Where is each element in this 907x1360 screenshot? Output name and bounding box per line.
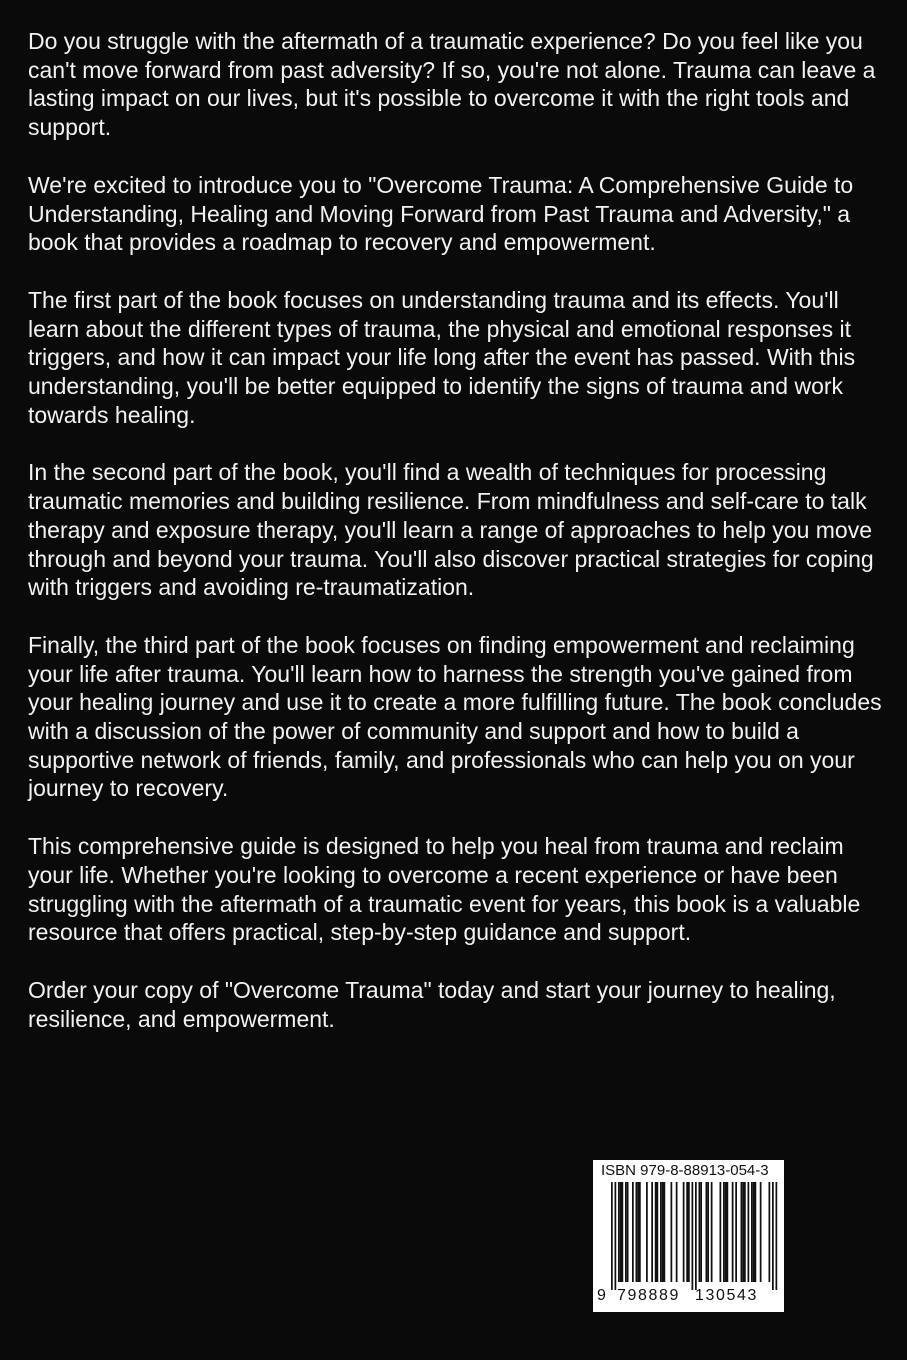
paragraph-call-to-action: Order your copy of "Overcome Trauma" today and start your journey to healing, resilience, and empowerment. xyxy=(28,976,836,1032)
barcode-bar xyxy=(632,1182,634,1282)
barcode-bar xyxy=(741,1182,743,1282)
paragraph-part-two: In the second part of the book, you'll find a wealth of techniques for processing traumatic memories and building resilience. From mindfulness and self-care to talk therapy and exposure therapy, you'll learn a range of approaches to help you move through and beyond your trauma. You'll also discover practical strategies for coping with triggers and avoiding re-traumatization. xyxy=(28,459,874,601)
back-cover-description xyxy=(28,27,890,1062)
barcode-bars xyxy=(593,1180,784,1292)
paragraph-part-one: The first part of the book focuses on understanding trauma and its effects. You'll learn about the different types of trauma, the physical and emotional responses it triggers, and how it can impact your life long after the event has passed. With this understanding, you'll be better equipped to identify the signs of trauma and work towards healing. xyxy=(28,286,856,428)
barcode-bar xyxy=(732,1182,734,1282)
barcode-guard-bar xyxy=(615,1182,617,1290)
barcode-bar xyxy=(660,1182,662,1282)
barcode-bar xyxy=(662,1182,664,1282)
barcode-bar xyxy=(622,1182,624,1282)
barcode-bar xyxy=(700,1182,702,1282)
barcode-bar xyxy=(699,1182,701,1282)
barcode-bar xyxy=(751,1182,753,1282)
barcode-bar xyxy=(707,1182,709,1282)
barcode-bar xyxy=(683,1182,685,1282)
barcode-bar xyxy=(753,1182,755,1282)
barcode-bar xyxy=(755,1182,757,1282)
barcode-bar xyxy=(627,1182,629,1282)
barcode-bar xyxy=(706,1182,708,1282)
paragraph-summary: This comprehensive guide is designed to help you heal from trauma and reclaim your life. Whether you're looking to overcome a recent experience or have been struggling with the aftermath of a traumatic event for years, this book is a valuable resource that offers practical, step-by-step guidance and support. xyxy=(28,833,861,946)
barcode-guard-bar xyxy=(692,1182,694,1290)
barcode-bar xyxy=(618,1182,620,1282)
barcode-bar xyxy=(760,1182,762,1282)
barcode-bar xyxy=(657,1182,659,1282)
barcode-digit-first: 9 xyxy=(597,1287,606,1304)
isbn-label: ISBN 979-8-88913-054-3 xyxy=(601,1162,769,1179)
barcode-bar xyxy=(744,1182,746,1282)
barcode-bar xyxy=(676,1182,678,1282)
isbn-barcode xyxy=(593,1160,784,1312)
paragraph-intro: Do you struggle with the aftermath of a traumatic experience? Do you feel like you can't move forward from past adversity? If so, you're not alone. Trauma can leave a lasting impact on our lives, but it's possible to overcome it with the right tools and support. xyxy=(28,28,876,141)
barcode-bar xyxy=(742,1182,744,1282)
barcode-bar xyxy=(625,1182,627,1282)
barcode-bar xyxy=(620,1182,622,1282)
barcode-bar xyxy=(723,1182,725,1282)
barcode-bar xyxy=(688,1182,690,1282)
barcode-bar xyxy=(655,1182,657,1282)
barcode-digits-left: 798889 xyxy=(617,1287,680,1304)
paragraph-part-three: Finally, the third part of the book focuses on finding empowerment and reclaiming your life after trauma. You'll learn how to harness the strength you've gained from your healing journey and use it to create a more fulfilling future. The book concludes with a discussion of the power of community and support and how to build a supportive network of friends, family, and professionals who can help you on your journey to recovery. xyxy=(28,631,882,802)
barcode-bar xyxy=(651,1182,653,1282)
barcode-guard-bar xyxy=(772,1182,774,1290)
barcode-digits-right: 130543 xyxy=(695,1287,758,1304)
barcode-bar xyxy=(646,1182,648,1282)
barcode-bar xyxy=(671,1182,673,1282)
barcode-bar xyxy=(769,1182,771,1282)
barcode-bar xyxy=(727,1182,729,1282)
barcode-guard-bar xyxy=(695,1182,697,1290)
barcode-bar xyxy=(725,1182,727,1282)
barcode-bar xyxy=(686,1182,688,1282)
paragraph-introduction-book: We're excited to introduce you to "Overcome Trauma: A Comprehensive Guide to Understanding, Healing and Moving Forward from Past Trauma and Adversity," a book that provides a roadmap to recovery and empowerment. xyxy=(28,171,854,256)
barcode-bar xyxy=(664,1182,666,1282)
barcode-bar xyxy=(748,1182,750,1282)
barcode-bar xyxy=(735,1182,737,1282)
barcode-bar xyxy=(711,1182,713,1282)
barcode-bar xyxy=(637,1182,639,1282)
barcode-bar xyxy=(636,1182,638,1282)
barcode-bar xyxy=(639,1182,641,1282)
barcode-guard-bar xyxy=(776,1182,778,1290)
barcode-bar xyxy=(720,1182,722,1282)
barcode-guard-bar xyxy=(611,1182,613,1290)
